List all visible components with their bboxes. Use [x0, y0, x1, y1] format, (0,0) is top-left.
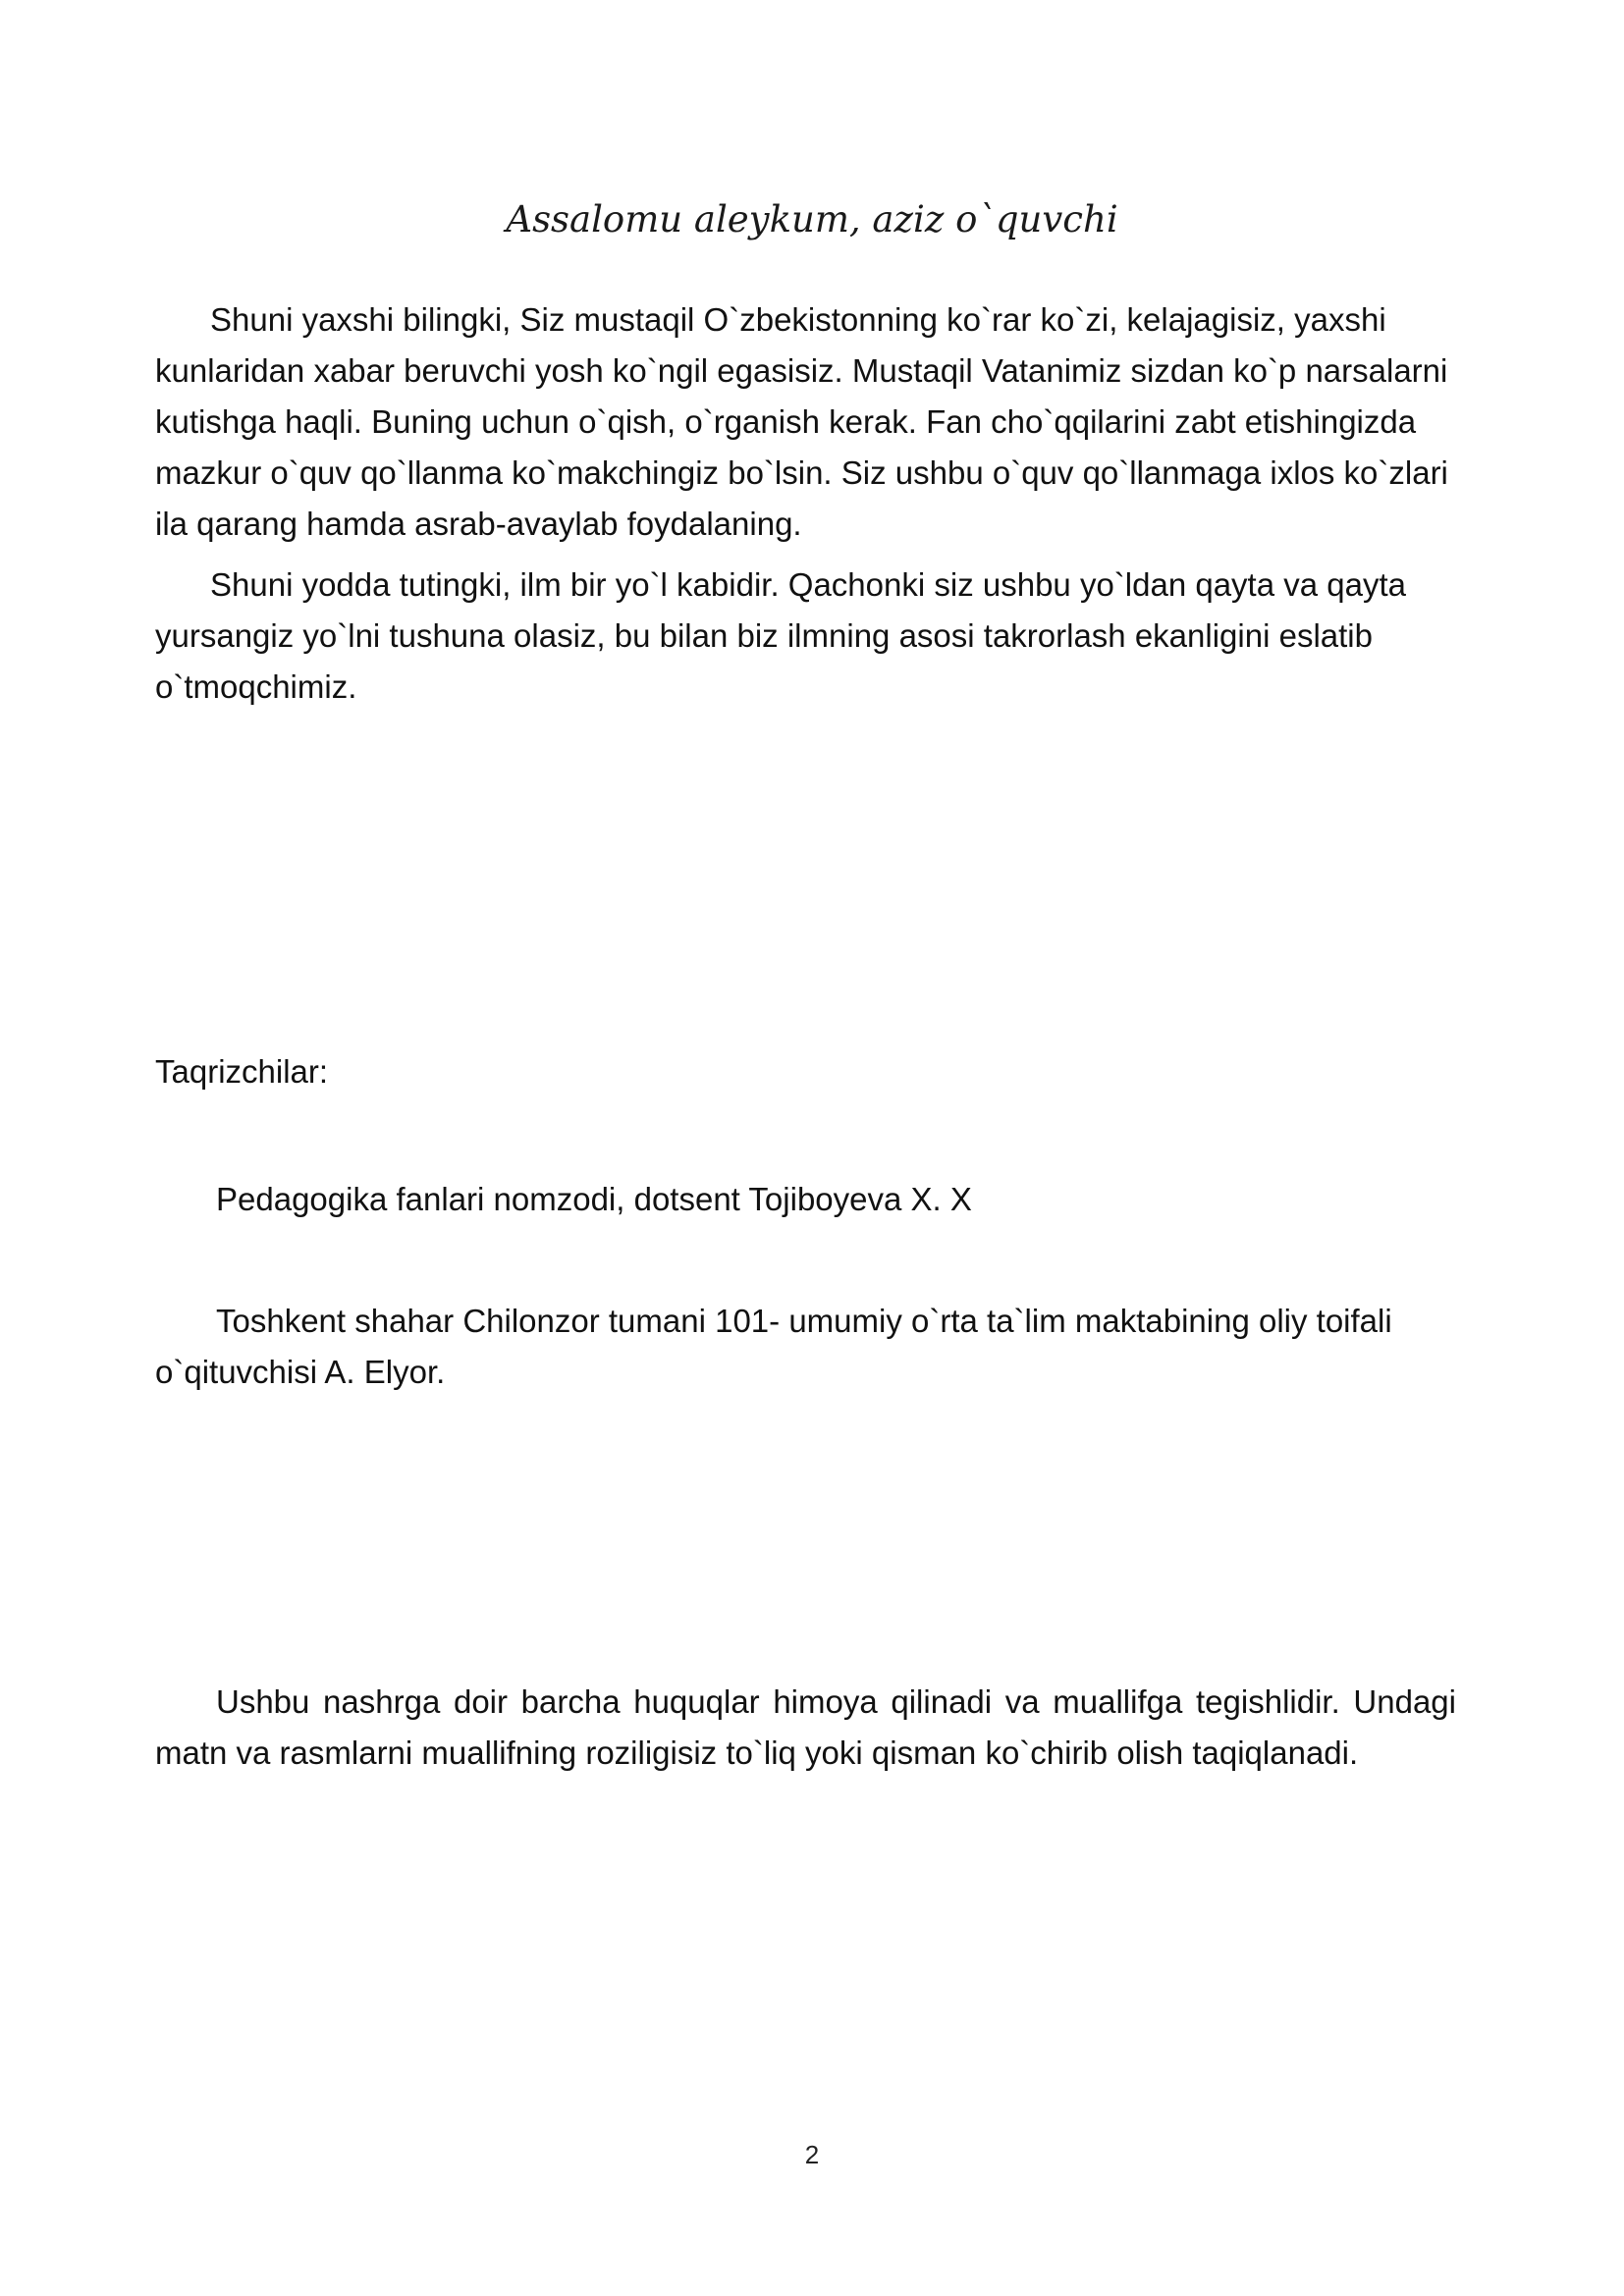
- greeting-title: Assalomu aleykum, aziz o`quvchi: [506, 198, 1118, 240]
- intro-section: [155, 294, 1471, 722]
- reviewers-heading: Taqrizchilar:: [155, 1053, 329, 1090]
- copyright-notice: Ushbu nashrga doir barcha huquqlar himoya qilinadi va muallifga tegishlidir. Undagi matn va rasmlarni muallifning roziligisiz to`liq yoki qisman ko`chirib olish taqiqlanadi.: [155, 1683, 1456, 1771]
- page-number: 2: [804, 2140, 820, 2169]
- intro-paragraph-1: Shuni yaxshi bilingki, Siz mustaqil O`zbekistonning ko`rar ko`zi, kelajagisiz, yaxshi kunlaridan xabar beruvchi yosh ko`ngil egasisiz. Mustaqil Vatanimiz sizdan ko`p narsalarni kutishga haqli. Buning uchun o`qish, o`rganish kerak. Fan cho`qqilarini zabt etishingizda mazkur o`quv qo`llanma ko`makchingiz bo`lsin. Siz ushbu o`quv qo`llanmaga ixlos ko`zlari ila qarang hamda asrab-avaylab foydalaning.: [155, 301, 1448, 542]
- reviewer-item-1: Pedagogika fanlari nomzodi, dotsent Tojiboyeva X. X: [216, 1181, 972, 1217]
- intro-paragraph-2: Shuni yodda tutingki, ilm bir yo`l kabidir. Qachonki siz ushbu yo`ldan qayta va qayta yursangiz yo`lni tushuna olasiz, bu bilan biz ilmning asosi takrorlash ekanligini eslatib o`tmoqchimiz.: [155, 566, 1406, 705]
- reviewer-item-2: Toshkent shahar Chilonzor tumani 101- umumiy o`rta ta`lim maktabining oliy toifali o`qituvchisi A. Elyor.: [155, 1303, 1392, 1390]
